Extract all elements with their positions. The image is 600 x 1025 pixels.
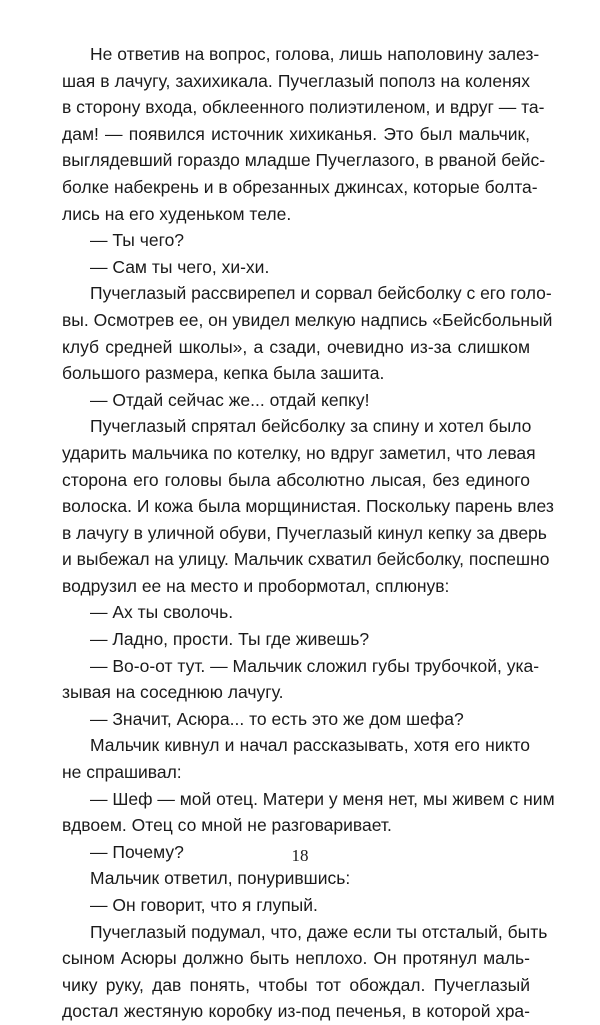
- text-line: выглядевший гораздо младше Пучеглазого, в рваной бейс-: [62, 150, 546, 171]
- text-line: не спрашивал:: [62, 762, 182, 783]
- text-line: — Ты чего?: [90, 230, 185, 251]
- text-line: — Значит, Асюра... то есть это же дом шефа?: [90, 708, 464, 729]
- text-line: сыном Асюры должно быть неплохо. Он протянул маль-: [62, 948, 530, 969]
- text-line: большого размера, кепка была зашита.: [62, 363, 385, 384]
- text-line: достал жестяную коробку из-под печенья, в которой хра-: [62, 1001, 530, 1022]
- text-line: лись на его худеньком теле.: [62, 203, 292, 224]
- text-line: Мальчик ответил, понурившись:: [90, 868, 351, 889]
- text-line: вдвоем. Отец со мной не разговаривает.: [62, 815, 392, 836]
- text-line: клуб средней школы», а сзади, очевидно из-за слишком: [62, 336, 530, 357]
- text-line: волоска. И кожа была морщинистая. Поскольку парень влез: [62, 496, 554, 517]
- text-line: в лачугу в уличной обуви, Пучеглазый кинул кепку за дверь: [62, 522, 547, 543]
- text-line: болке набекрень и в обрезанных джинсах, которые болта-: [62, 176, 538, 197]
- text-line: — Почему?: [90, 841, 184, 862]
- text-line: сторона его головы была абсолютно лысая, без единого: [62, 469, 530, 490]
- page-number: 18: [291, 846, 309, 865]
- text-line: — Во-о-от тут. — Мальчик сложил губы трубочкой, ука-: [90, 655, 540, 676]
- body-text: [62, 41, 555, 1025]
- text-line: — Ладно, прости. Ты где живешь?: [90, 629, 370, 650]
- text-line: Пучеглазый рассвирепел и сорвал бейсболку с его голо-: [90, 283, 552, 304]
- text-line: Пучеглазый подумал, что, даже если ты отсталый, быть: [90, 921, 548, 942]
- text-line: ударить мальчика по котелку, но вдруг заметил, что левая: [62, 442, 536, 463]
- text-line: — Сам ты чего, хи-хи.: [90, 256, 270, 277]
- text-line: вы. Осмотрев ее, он увидел мелкую надпись «Бейсбольный: [62, 309, 553, 330]
- text-line: — Ах ты сволочь.: [90, 602, 234, 623]
- text-line: чику руку, дав понять, чтобы тот обождал. Пучеглазый: [62, 974, 530, 995]
- text-line: и выбежал на улицу. Мальчик схватил бейсболку, поспешно: [62, 549, 550, 570]
- text-line: шая в лачугу, захихикала. Пучеглазый пополз на коленях: [62, 70, 530, 91]
- text-line: водрузил ее на место и пробормотал, сплюнув:: [62, 575, 450, 596]
- text-line: Мальчик кивнул и начал рассказывать, хотя его никто: [90, 735, 530, 756]
- text-line: зывая на соседнюю лачугу.: [62, 682, 284, 703]
- text-line: — Шеф — мой отец. Матери у меня нет, мы живем с ним: [90, 788, 555, 809]
- text-line: Пучеглазый спрятал бейсболку за спину и хотел было: [90, 416, 532, 437]
- text-line: — Он говорит, что я глупый.: [90, 895, 318, 915]
- text-line: — Отдай сейчас же... отдай кепку!: [90, 389, 370, 410]
- text-line: Не ответив на вопрос, голова, лишь наполовину залез-: [90, 44, 540, 64]
- text-line: дам! — появился источник хихиканья. Это был мальчик,: [62, 123, 530, 144]
- text-line: в сторону входа, обклеенного полиэтиленом, и вдруг — та-: [62, 97, 545, 118]
